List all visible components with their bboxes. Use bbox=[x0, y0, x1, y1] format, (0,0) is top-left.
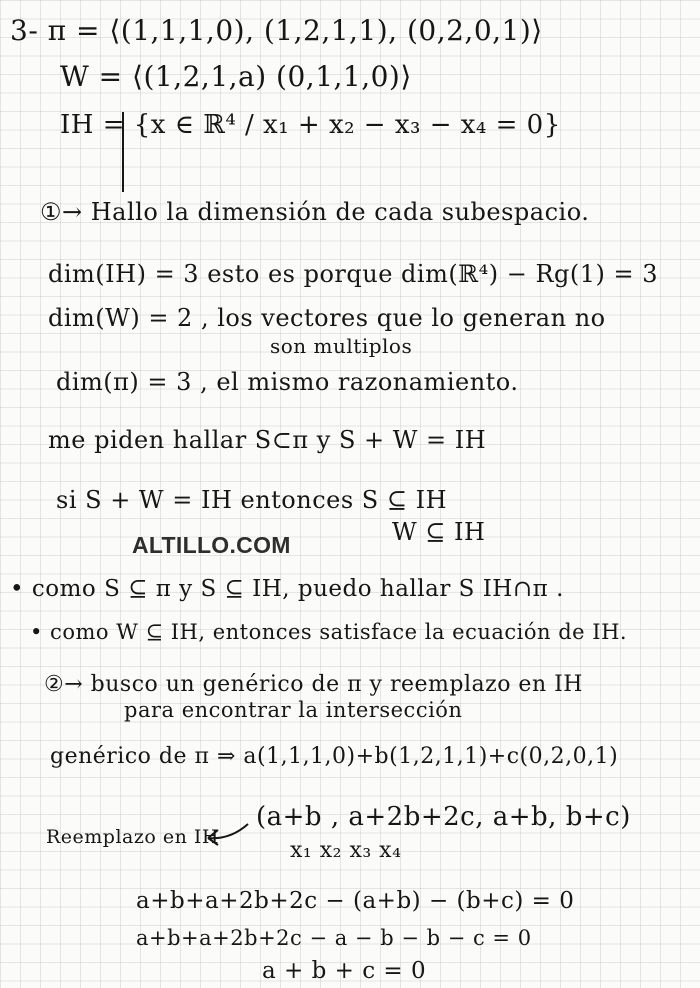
dim-h-line: dim(IH) = 3 esto es porque dim(ℝ⁴) − Rg(1) = 3 bbox=[48, 260, 659, 288]
generic-element-line: genérico de π ⇒ a(1,1,1,0)+b(1,2,1,1)+c(0,2,0,1) bbox=[50, 744, 619, 769]
substitute-label: Reemplazo en IH bbox=[46, 826, 219, 848]
step-two-heading: ②→ busco un genérico de π y reemplazo en IH bbox=[44, 672, 583, 697]
step-one-heading: ①→ Hallo la dimensión de cada subespacio. bbox=[40, 198, 590, 226]
substituted-vector: (a+b , a+2b+2c, a+b, b+c) bbox=[256, 802, 631, 832]
h-definition: IH = {x ∈ ℝ⁴ / x₁ + x₂ − x₃ − x₄ = 0} bbox=[60, 110, 561, 140]
requirement-line: me piden hallar S⊂π y S + W = IH bbox=[48, 426, 487, 454]
w-subset-h: W ⊆ IH bbox=[392, 518, 486, 546]
step-two-continuation: para encontrar la intersección bbox=[124, 698, 463, 722]
dim-pi-line: dim(π) = 3 , el mismo razonamiento. bbox=[56, 368, 519, 396]
bullet-two: • como W ⊆ IH, entonces satisface la ecuación de IH. bbox=[30, 620, 628, 644]
coordinate-labels: x₁ x₂ x₃ x₄ bbox=[290, 838, 402, 863]
problem-header: 3- π = ⟨(1,1,1,0), (1,2,1,1), (0,2,0,1)⟩ bbox=[10, 14, 543, 47]
bullet-one: • como S ⊆ π y S ⊆ IH, puedo hallar S IH∩π . bbox=[10, 576, 564, 602]
implication-line: si S + W = IH entonces S ⊆ IH bbox=[56, 486, 448, 514]
arrow-left-icon bbox=[204, 818, 250, 848]
equation-line-two: a+b+a+2b+2c − a − b − b − c = 0 bbox=[136, 926, 532, 950]
dim-w-line: dim(W) = 2 , los vectores que lo generan no bbox=[48, 304, 606, 332]
equation-line-one: a+b+a+2b+2c − (a+b) − (b+c) = 0 bbox=[136, 888, 575, 914]
w-definition: W = ⟨(1,2,1,a) (0,1,1,0)⟩ bbox=[60, 60, 412, 93]
equation-line-three: a + b + c = 0 bbox=[262, 958, 427, 984]
dim-w-continuation: son multiplos bbox=[270, 334, 413, 358]
watermark-logo: ALTILLO.COM bbox=[132, 532, 291, 558]
